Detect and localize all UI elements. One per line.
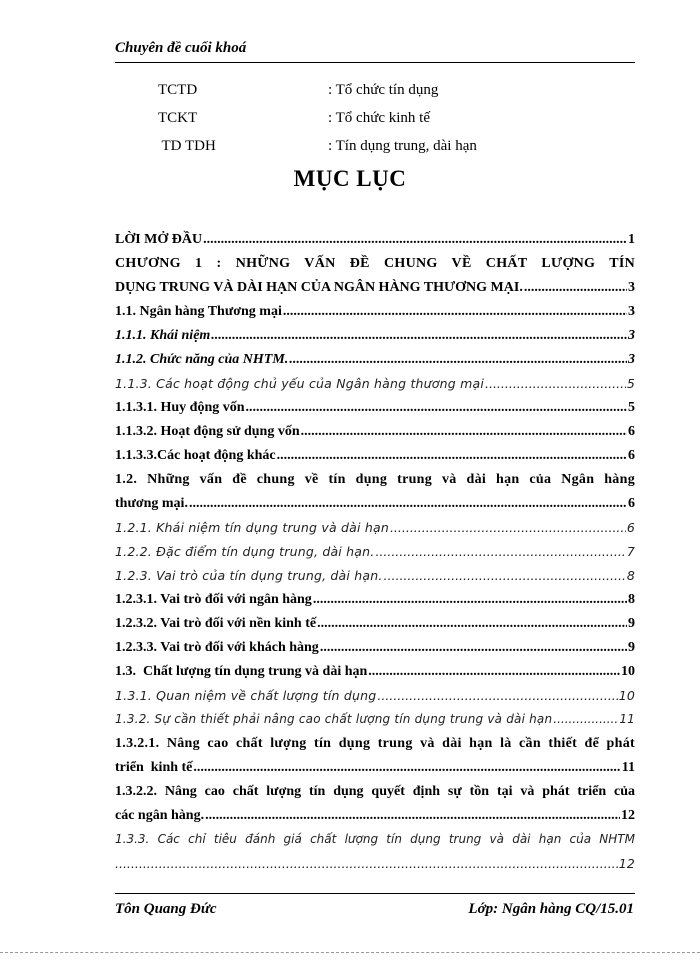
toc-entry-page: 12 [621,808,635,823]
toc-entry-page: 8 [626,568,635,583]
table-of-contents [115,232,635,880]
toc-entry-line: 1.3.2.1. Nâng cao chất lượng tín dụng trung và dài hạn là cần thiết để phát [115,736,635,751]
toc-entry-page: 7 [626,544,635,559]
footer-author: Tôn Quang Đức [115,901,217,917]
toc-entry [115,808,635,832]
toc-entry-page: 11 [621,760,635,775]
footer-divider [115,893,635,894]
header-title: Chuyên đề cuối khoá [115,40,247,56]
toc-entry-text: 1.2.3.3. Vai trò đối với khách hàng [115,640,319,655]
abbreviation-definition: : Tổ chức tín dụng [328,82,439,98]
toc-entry [115,520,635,544]
toc-entry [115,760,635,784]
toc-entry [115,568,635,592]
toc-entry-text: 1.2.3. Vai trò của tín dụng trung, dài hạn. [115,568,383,583]
toc-entry [115,376,635,400]
toc-entry-text: 1.2.2. Đặc điểm tín dụng trung, dài hạn. [115,544,375,559]
toc-entry [115,400,635,424]
toc-entry-text: thương mại. [115,496,188,511]
toc-entry [115,352,635,376]
toc-entry [115,616,635,640]
toc-entry-text: 1.2.1. Khái niệm tín dụng trung và dài hạn [115,520,389,535]
toc-entry-text: 1.1.3.1. Huy động vốn [115,400,245,415]
toc-entry-page: 3 [628,352,635,367]
abbreviation-row [158,82,578,104]
abbreviation-definition: : Tổ chức kinh tế [328,110,430,126]
toc-entry-page: 5 [626,376,635,391]
abbreviation-term: TD TDH [158,138,216,154]
toc-entry-line: CHƯƠNG 1 : NHỮNG VẤN ĐỀ CHUNG VỀ CHẤT LƯỢNG TÍN [115,256,635,271]
abbreviation-row [158,110,578,132]
toc-entry-text: LỜI MỞ ĐẦU [115,232,203,247]
toc-entry-page: 6 [628,424,635,439]
toc-entry [115,664,635,688]
toc-entry [115,448,635,472]
toc-entry-text: 1.3. Chất lượng tín dụng trung và dài hạn [115,664,368,679]
toc-entry [115,424,635,448]
toc-entry-text: 1.1.3. Các hoạt động chủ yếu của Ngân hàng thương mại [115,376,484,391]
toc-entry-page: 6 [628,496,635,511]
toc-entry-page: 3 [628,304,635,319]
abbreviation-definition: : Tín dụng trung, dài hạn [328,138,477,154]
toc-entry-text: 1.1.1. Khái niệm [115,328,211,343]
toc-entry-text: 1.3.2. Sự cần thiết phải nâng cao chất lượng tín dụng trung và dài hạn [115,712,553,726]
page-break-line [0,952,700,953]
footer-class-info: Lớp: Ngân hàng CQ/15.01 [468,901,634,917]
abbreviation-term: TCKT [158,110,198,126]
toc-entry-page: 1 [628,232,635,247]
abbreviation-row [158,138,578,160]
toc-entry-text: 1.1.2. Chức năng của NHTM. [115,352,289,367]
abbreviation-term: TCTD [158,82,198,98]
toc-entry-line: 1.3.3. Các chỉ tiêu đánh giá chất lượng tín dụng trung và dài hạn của NHTM [115,832,635,846]
toc-entry-text: DỤNG TRUNG VÀ DÀI HẠN CỦA NGÂN HÀNG THƯƠNG MẠI. [115,280,523,295]
toc-entry [115,640,635,664]
toc-entry-page: 12 [618,856,635,871]
toc-entry [115,328,635,352]
toc-entry-page: 8 [628,592,635,607]
toc-entry-page: 5 [628,400,635,415]
toc-entry [115,592,635,616]
toc-entry-page: 11 [619,712,635,726]
toc-entry-page: 3 [628,328,635,343]
header-divider [115,62,635,63]
toc-entry [115,232,635,256]
toc-entry-text: 1.1. Ngân hàng Thương mại [115,304,282,319]
toc-entry-text: 1.1.3.3.Các hoạt động khác [115,448,276,463]
toc-entry-page: 6 [628,448,635,463]
toc-entry-text: 1.3.1. Quan niệm về chất lượng tín dụng [115,688,377,703]
toc-entry-line: 1.2. Những vấn đề chung về tín dụng trung và dài hạn của Ngân hàng [115,472,635,487]
toc-entry-text: các ngân hàng. [115,808,205,823]
toc-entry [115,304,635,328]
toc-entry-page: 9 [628,640,635,655]
toc-entry [115,280,635,304]
toc-entry [115,856,635,880]
toc-entry [115,544,635,568]
toc-entry-text: 1.1.3.2. Hoạt động sử dụng vốn [115,424,300,439]
toc-entry-page: 9 [628,616,635,631]
toc-title: MỤC LỤC [293,166,407,191]
toc-entry [115,688,635,712]
toc-entry-page: 3 [628,280,635,295]
toc-entry [115,712,635,736]
toc-entry-text: 1.2.3.1. Vai trò đối với ngân hàng [115,592,312,607]
toc-entry-text: triển kinh tế [115,760,193,775]
toc-entry-page: 10 [618,688,635,703]
toc-entry-page: 6 [626,520,635,535]
toc-entry-line: 1.3.2.2. Nâng cao chất lượng tín dụng quyết định sự tồn tại và phát triển của [115,784,635,799]
toc-entry-text: 1.2.3.2. Vai trò đối với nền kinh tế [115,616,317,631]
toc-entry [115,496,635,520]
toc-entry-page: 10 [621,664,635,679]
